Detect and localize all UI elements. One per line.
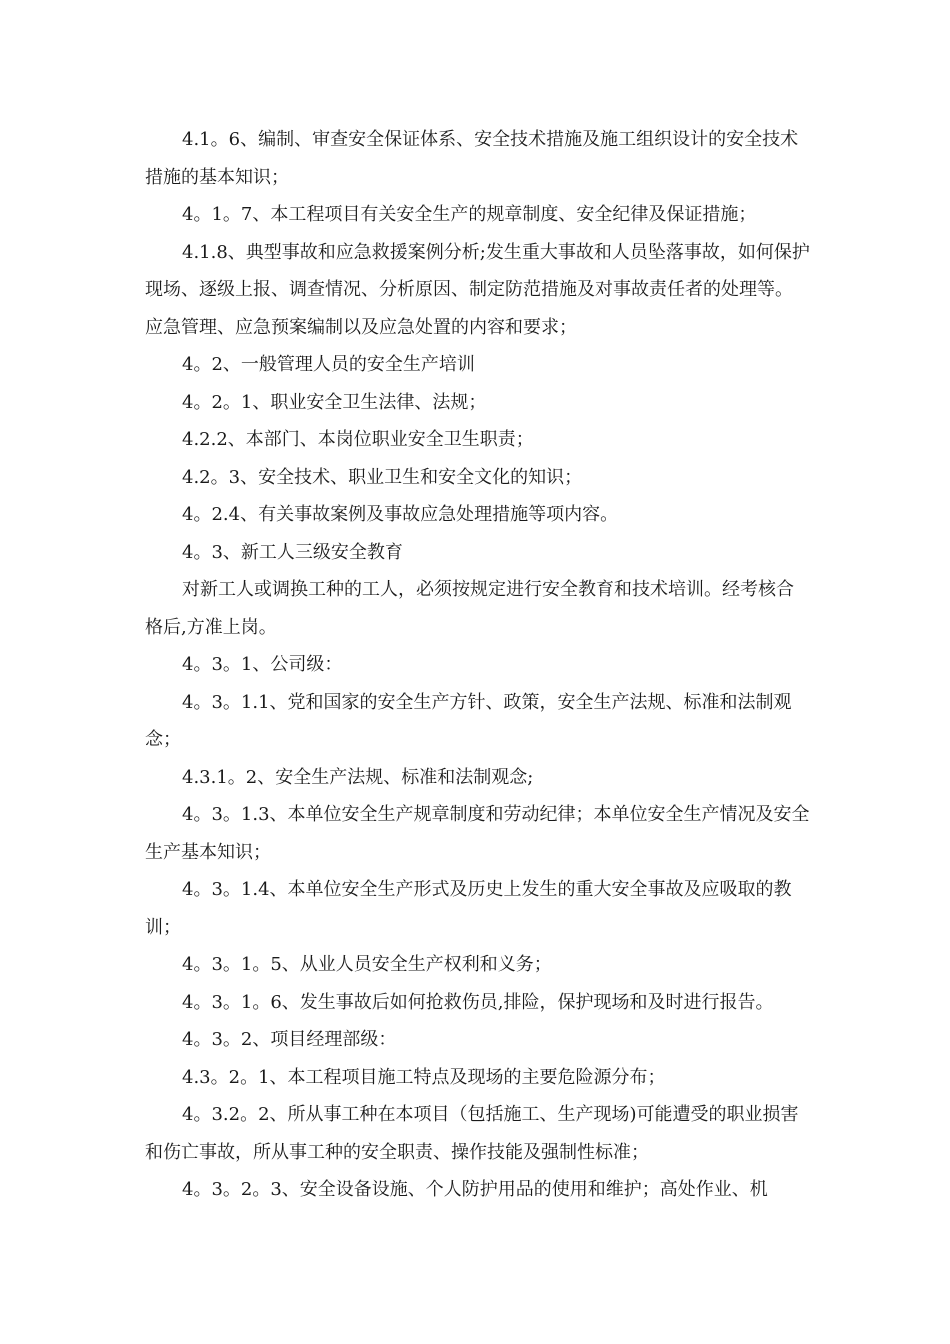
paragraph: 4。3。1.1、党和国家的安全生产方针、政策，安全生产法规、标准和法制观念； — [145, 691, 792, 750]
section-heading: 4。2、一般管理人员的安全生产培训 — [182, 354, 475, 375]
section-heading: 4。3、新工人三级安全教育 — [182, 541, 403, 563]
paragraph: 4.3。2。1、本工程项目施工特点及现场的主要危险源分布； — [182, 1066, 666, 1088]
paragraph: 4。2.4、有关事故案例及事故应急处理措施等项内容。 — [182, 504, 619, 525]
paragraph: 4。3。1。6、发生事故后如何抢救伤员,排险，保护现场和及时进行报告。 — [182, 991, 774, 1013]
paragraph: 4。3。2。3、安全设备设施、个人防护用品的使用和维护；高处作业、机 — [182, 1179, 768, 1200]
paragraph: 4。2。1、职业安全卫生法律、法规； — [182, 391, 487, 413]
paragraph: 4.2.2、本部门、本岗位职业安全卫生职责； — [182, 429, 534, 450]
paragraph: 4.3.1。2、安全生产法规、标准和法制观念; — [182, 766, 534, 788]
paragraph: 4。3。1.4、本单位安全生产形式及历史上发生的重大安全事故及应吸取的教训； — [145, 879, 792, 938]
paragraph: 对新工人或调换工种的工人，必须按规定进行安全教育和技术培训。经考核合格后,方准上岗。 — [145, 579, 794, 638]
paragraph: 4。3.2。2、所从事工种在本项目（包括施工、生产现场)可能遭受的职业损害和伤亡事故，所从事工种的安全职责、操作技能及强制性标准； — [145, 1104, 799, 1163]
paragraph: 4。3。1.3、本单位安全生产规章制度和劳动纪律；本单位安全生产情况及安全生产基本知识； — [145, 804, 810, 863]
subsection-heading: 4。3。2、项目经理部级： — [182, 1029, 397, 1050]
paragraph: 4.1.8、典型事故和应急救援案例分析;发生重大事故和人员坠落事故，如何保护现场、逐级上报、调查情况、分析原因、制定防范措施及对事故责任者的处理等。应急管理、应急预案编制以及应急处置的内容和要求； — [145, 241, 810, 338]
subsection-heading: 4。3。1、公司级： — [182, 654, 343, 675]
paragraph: 4。3。1。5、从业人员安全生产权利和义务； — [182, 954, 552, 975]
paragraph: 4.1。6、编制、审查安全保证体系、安全技术措施及施工组织设计的安全技术措施的基本知识； — [145, 129, 799, 188]
document-page — [145, 121, 810, 1209]
paragraph: 4.2。3、安全技术、职业卫生和安全文化的知识； — [182, 466, 583, 488]
paragraph: 4。1。7、本工程项目有关安全生产的规章制度、安全纪律及保证措施； — [182, 204, 757, 225]
